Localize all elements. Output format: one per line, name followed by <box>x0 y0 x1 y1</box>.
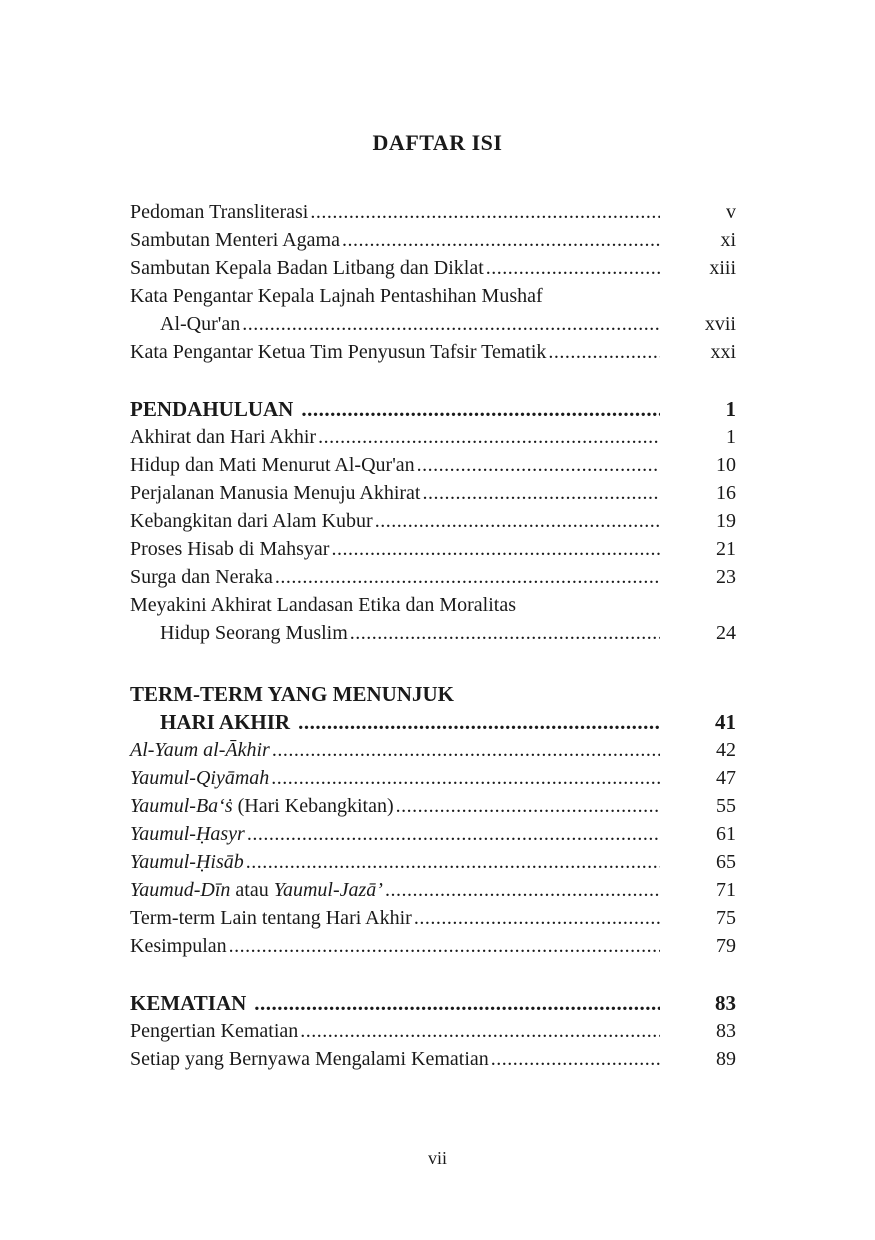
toc-entry-label <box>130 848 244 876</box>
toc-entry-page: 83 <box>716 1020 736 1042</box>
toc-entry-page: 79 <box>716 935 736 957</box>
page-title: DAFTAR ISI <box>372 130 503 155</box>
toc-entry-label: Setiap yang Bernyawa Mengalami Kematian <box>130 1048 489 1070</box>
toc-entry-label <box>130 736 270 764</box>
italic-term: Yaumul-Ba‘ṡ <box>130 795 233 817</box>
toc-entry-label: Surga dan Neraka <box>130 566 273 588</box>
toc-entry-label: Sambutan Menteri Agama <box>130 229 340 251</box>
chapter-page: 41 <box>715 710 736 734</box>
leader-dots <box>310 198 660 226</box>
toc-entry-label <box>130 876 383 904</box>
italic-term: Yaumud-Dīn <box>130 879 231 901</box>
leader-dots <box>275 563 660 591</box>
toc-entry-label: Kata Pengantar Ketua Tim Penyusun Tafsir Tematik <box>130 341 547 363</box>
toc-entry-page: 10 <box>716 454 736 476</box>
toc-entry-page: 65 <box>716 851 736 873</box>
toc-entry[interactable] <box>130 932 736 960</box>
leader-dots <box>271 764 660 792</box>
toc-entry-page: xiii <box>709 257 736 279</box>
toc-entry[interactable] <box>130 423 736 451</box>
leader-dots <box>385 876 660 904</box>
leader-dots <box>486 254 660 282</box>
leader-dots <box>254 989 660 1017</box>
leader-dots <box>247 820 660 848</box>
toc-entry-label: Kata Pengantar Kepala Lajnah Pentashihan Mushaf <box>130 285 543 307</box>
leader-dots <box>301 395 660 423</box>
toc-entry[interactable] <box>130 254 736 282</box>
toc-entry[interactable] <box>130 736 736 764</box>
toc-chapter-heading[interactable] <box>130 395 736 423</box>
leader-dots <box>342 226 660 254</box>
toc-entry[interactable] <box>130 792 736 820</box>
toc-entry[interactable] <box>130 764 736 792</box>
toc-entry-page: 1 <box>726 426 736 448</box>
toc-entry-first-line[interactable] <box>130 591 736 619</box>
toc-entry-page: xxi <box>710 341 736 363</box>
toc-entry-label <box>130 792 394 820</box>
toc-entry-label: Hidup dan Mati Menurut Al-Qur'an <box>130 454 415 476</box>
toc-entry-page: 42 <box>716 739 736 761</box>
leader-dots <box>246 848 660 876</box>
toc-entry-label: Term-term Lain tentang Hari Akhir <box>130 907 412 929</box>
toc-entry-label: Proses Hisab di Mahsyar <box>130 538 330 560</box>
toc-entry-continuation[interactable] <box>130 619 736 647</box>
chapter-page: 83 <box>715 991 736 1015</box>
toc-entry-label: Kebangkitan dari Alam Kubur <box>130 510 373 532</box>
label-rest: (Hari Kebangkitan) <box>232 795 394 817</box>
toc-entry[interactable] <box>130 904 736 932</box>
toc-entry-page: 24 <box>716 622 736 644</box>
table-of-contents <box>130 198 736 1073</box>
toc-entry-label: Akhirat dan Hari Akhir <box>130 426 317 448</box>
toc-entry[interactable] <box>130 876 736 904</box>
italic-term: Yaumul-Ḥasyr <box>130 823 245 845</box>
toc-chapter-heading[interactable] <box>130 989 736 1017</box>
chapter-title: PENDAHULUAN <box>130 397 294 421</box>
leader-dots <box>396 792 660 820</box>
toc-entry-label: Sambutan Kepala Badan Litbang dan Diklat <box>130 257 484 279</box>
toc-entry[interactable] <box>130 338 736 366</box>
toc-entry-page: 55 <box>716 795 736 817</box>
toc-entry-page: xi <box>720 229 736 251</box>
italic-term: Al-Yaum al-Ākhir <box>130 739 270 761</box>
chapter-title-cont: HARI AKHIR <box>160 710 291 734</box>
toc-entry-page: 89 <box>716 1048 736 1070</box>
toc-entry-page: 47 <box>716 767 736 789</box>
toc-entry-label: Pedoman Transliterasi <box>130 201 309 223</box>
toc-entry-label <box>130 820 245 848</box>
toc-entry[interactable] <box>130 848 736 876</box>
leader-dots <box>318 423 660 451</box>
page-number: vii <box>427 1148 447 1168</box>
toc-entry[interactable] <box>130 563 736 591</box>
toc-entry-label <box>130 764 269 792</box>
leader-dots <box>229 932 660 960</box>
toc-entry[interactable] <box>130 226 736 254</box>
toc-entry-page: 16 <box>716 482 736 504</box>
chapter-title: TERM-TERM YANG MENUNJUK <box>130 682 454 706</box>
italic-term: Yaumul-Qiyāmah <box>130 767 270 789</box>
toc-entry-page: v <box>726 201 736 223</box>
leader-dots <box>417 451 660 479</box>
toc-entry-page: 61 <box>716 823 736 845</box>
leader-dots <box>350 619 660 647</box>
toc-chapter-heading[interactable] <box>130 708 736 736</box>
leader-dots <box>375 507 660 535</box>
toc-entry-label-cont: Al-Qur'an <box>160 313 241 335</box>
toc-entry-continuation[interactable] <box>130 310 736 338</box>
leader-dots <box>300 1017 660 1045</box>
italic-term: Yaumul-Ḥisāb <box>130 851 244 873</box>
toc-entry[interactable] <box>130 507 736 535</box>
chapter-title: KEMATIAN <box>130 991 247 1015</box>
toc-entry[interactable] <box>130 451 736 479</box>
toc-entry-label: Kesimpulan <box>130 935 227 957</box>
toc-entry[interactable] <box>130 479 736 507</box>
toc-entry[interactable] <box>130 535 736 563</box>
leader-dots <box>298 708 660 736</box>
toc-entry-page: 23 <box>716 566 736 588</box>
leader-dots <box>272 736 660 764</box>
toc-chapter-heading-first-line[interactable] <box>130 680 736 708</box>
leader-dots <box>414 904 660 932</box>
italic-term: Yaumul-Jazā’ <box>273 879 383 901</box>
toc-entry-page: 19 <box>716 510 736 532</box>
toc-entry[interactable] <box>130 198 736 226</box>
leader-dots <box>491 1045 660 1073</box>
toc-entry-page: 75 <box>716 907 736 929</box>
leader-dots <box>242 310 660 338</box>
leader-dots <box>548 338 660 366</box>
toc-entry-label: Pengertian Kematian <box>130 1020 299 1042</box>
toc-entry-page: xvii <box>704 313 736 335</box>
toc-entry-label: Meyakini Akhirat Landasan Etika dan Moralitas <box>130 594 517 616</box>
toc-entry[interactable] <box>130 1017 736 1045</box>
toc-entry-label: Perjalanan Manusia Menuju Akhirat <box>130 482 421 504</box>
leader-dots <box>423 479 661 507</box>
toc-entry-page: 71 <box>716 879 736 901</box>
toc-entry-label-cont: Hidup Seorang Muslim <box>160 622 348 644</box>
toc-entry-first-line[interactable] <box>130 282 736 310</box>
toc-entry-page: 21 <box>716 538 736 560</box>
label-rest: atau <box>230 879 274 901</box>
toc-entry[interactable] <box>130 820 736 848</box>
leader-dots <box>331 535 660 563</box>
toc-entry[interactable] <box>130 1045 736 1073</box>
chapter-page: 1 <box>725 397 736 421</box>
